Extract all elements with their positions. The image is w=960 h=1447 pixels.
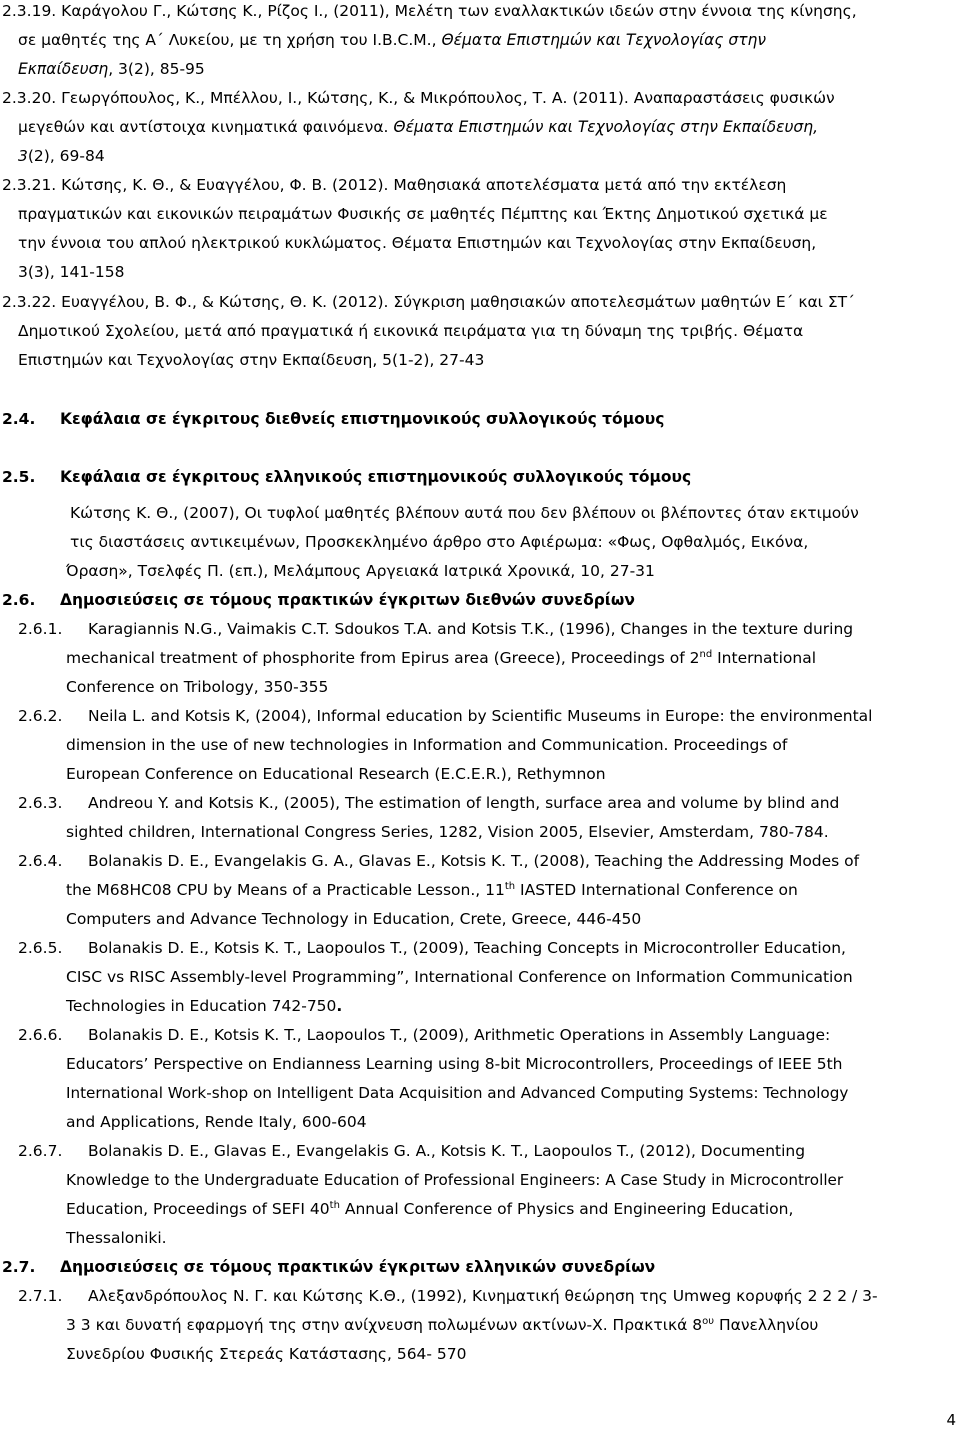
ref-number: 2.7.1. [18, 1287, 63, 1305]
ref-2-6-4-line-1 [18, 850, 859, 872]
ref-2-6-4-line-2 [66, 879, 798, 901]
section-heading-2-4 [2, 408, 664, 430]
ref-2-6-1-line-3: Conference on Tribology, 350-355 [66, 678, 329, 696]
ref-text: Ευαγγέλου, Β. Φ., & Κώτσης, Θ. Κ. (2012). Σύγκριση μαθησιακών αποτελεσμάτων μαθητών Ε΄ και ΣΤ΄ [61, 293, 855, 311]
journal-volume: 3 [18, 147, 28, 165]
ref-text: Annual Conference of Physics and Engineering Education, [339, 1200, 794, 1218]
ref-2-6-6-line-2: Educators’ Perspective on Endianness Learning using 8-bit Microcontrollers, Proceedings of IEEE 5th [66, 1055, 843, 1073]
ref-text: . [336, 997, 343, 1015]
ref-2-6-5-line-1 [18, 937, 846, 959]
ref-2-6-3-line-1 [18, 792, 839, 814]
section-number: 2.5. [2, 468, 36, 486]
ref-2-3-21-line-4: 3(3), 141-158 [18, 263, 125, 281]
ref-2-6-1-line-2 [66, 647, 816, 669]
ref-text: IASTED International Conference on [515, 881, 798, 899]
ref-2-6-1-line-1 [18, 618, 853, 640]
ordinal-suffix: th [504, 880, 516, 892]
ref-number: 2.6.6. [18, 1026, 63, 1044]
ref-text: Education, Proceedings of SEFI 40 [66, 1200, 330, 1218]
ref-2-3-21-line-2: πραγματικών και εικονικών πειραμάτων Φυσικής σε μαθητές Πέμπτης και Έκτης Δημοτικού σχετικά με [18, 205, 828, 223]
ref-2-6-2-line-2: dimension in the use of new technologies in Information and Communication. Proceedings of [66, 736, 788, 754]
ref-text: Bolanakis D. E., Kotsis K. T., Laopoulos T., (2009), Teaching Concepts in Microcontroller Education, [88, 939, 846, 957]
ref-2-3-19-line-1 [2, 0, 857, 22]
chapter-entry-line-1: Κώτσης Κ. Θ., (2007), Οι τυφλοί μαθητές βλέπουν αυτά που δεν βλέπουν οι βλέποντες όταν εκτιμούν [70, 504, 859, 522]
ref-number: 2.3.21. [2, 176, 57, 194]
journal-name: Θέματα Επιστημών και Τεχνολογίας στην Εκπαίδευση, [393, 118, 818, 136]
ref-2-3-21-line-1 [2, 174, 786, 196]
ref-text: Αλεξανδρόπουλος Ν. Γ. και Κώτσης Κ.Θ., (1992), Κινηματική θεώρηση της Umweg κορυφής 2 2 2 / 3- [88, 1287, 878, 1305]
ref-2-3-22-line-3: Επιστημών και Τεχνολογίας στην Εκπαίδευση, 5(1-2), 27-43 [18, 351, 485, 369]
ref-2-6-2-line-1 [18, 705, 873, 727]
ref-2-3-21-line-3: την έννοια του απλού ηλεκτρικού κυκλώματος. Θέματα Επιστημών και Τεχνολογίας στην Εκπαίδευση, [18, 234, 817, 252]
ref-number: 2.3.19. [2, 2, 57, 20]
ref-2-7-1-line-2 [66, 1314, 818, 1336]
ref-text: Andreou Y. and Kotsis K., (2005), The estimation of length, surface area and volume by blind and [88, 794, 840, 812]
ref-text: Πανελληνίου [714, 1316, 819, 1334]
ref-2-3-22-line-1 [2, 291, 855, 313]
section-title: Κεφάλαια σε έγκριτους διεθνείς επιστημονικούς συλλογικούς τόμους [60, 410, 665, 428]
ref-text: (2), 69-84 [27, 147, 105, 165]
section-heading-2-5 [2, 466, 691, 488]
page-number: 4 [946, 1411, 956, 1429]
section-heading-2-6 [2, 589, 635, 611]
section-title: Κεφάλαια σε έγκριτους ελληνικούς επιστημονικούς συλλογικούς τόμους [60, 468, 692, 486]
ref-text: 3 3 και δυνατή εφαρμογή της στην ανίχνευση πολωμένων ακτίνων-Χ. Πρακτικά 8 [66, 1316, 703, 1334]
ref-2-6-6-line-3: International Work-shop on Intelligent Data Acquisition and Advanced Computing Systems: Technology [66, 1084, 849, 1102]
section-number: 2.6. [2, 591, 36, 609]
ref-2-6-6-line-4: and Applications, Rende Italy, 600-604 [66, 1113, 367, 1131]
ref-2-6-7-line-1 [18, 1140, 805, 1162]
ref-2-7-1-line-3: Συνεδρίου Φυσικής Στερεάς Κατάστασης, 564- 570 [66, 1345, 467, 1363]
ref-number: 2.6.5. [18, 939, 63, 957]
ref-text: mechanical treatment of phosphorite from Epirus area (Greece), Proceedings of 2 [66, 649, 700, 667]
ordinal-suffix: th [329, 1199, 340, 1211]
ref-2-6-2-line-3: European Conference on Educational Research (E.C.E.R.), Rethymnon [66, 765, 606, 783]
ref-text: International [712, 649, 817, 667]
section-title: Δημοσιεύσεις σε τόμους πρακτικών έγκριτων ελληνικών συνεδρίων [60, 1258, 656, 1276]
ref-2-6-5-line-2: CISC vs RISC Assembly-level Programming”, International Conference on Information Communication [66, 968, 853, 986]
ref-number: 2.6.3. [18, 794, 63, 812]
ref-number: 2.6.7. [18, 1142, 63, 1160]
ref-text: Bolanakis D. E., Glavas E., Evangelakis G. A., Kotsis K. T., Laopoulos T., (2012), Documenting [88, 1142, 806, 1160]
ref-text: Karagiannis N.G., Vaimakis C.T. Sdoukos T.A. and Kotsis T.K., (1996), Changes in the texture during [88, 620, 854, 638]
ref-2-6-7-line-2: Knowledge to the Undergraduate Education of Professional Engineers: A Case Study in Microcontroller [66, 1171, 844, 1189]
section-heading-2-7 [2, 1256, 655, 1278]
ref-2-6-7-line-3 [66, 1198, 793, 1220]
ref-2-3-22-line-2: Δημοτικού Σχολείου, μετά από πραγματικά ή εικονικά πειράματα για τη δύναμη της τριβής. Θέματα [18, 322, 804, 340]
ref-number: 2.3.20. [2, 89, 57, 107]
ref-text: Technologies in Education 742-750 [66, 997, 337, 1015]
section-number: 2.4. [2, 410, 36, 428]
ref-text: the M68HC08 CPU by Means of a Practicable Lesson., 11 [66, 881, 505, 899]
ref-text: σε μαθητές της Α΄ Λυκείου, με τη χρήση του I.B.C.M., [18, 31, 442, 49]
ref-2-3-19-line-2 [18, 29, 766, 51]
ref-2-3-19-line-3 [18, 58, 205, 80]
ref-2-3-20-line-2 [18, 116, 818, 138]
ref-2-6-6-line-1 [18, 1024, 830, 1046]
ref-text: Bolanakis D. E., Evangelakis G. A., Glavas E., Kotsis K. T., (2008), Teaching the Addressing Modes of [88, 852, 860, 870]
ref-text: Bolanakis D. E., Kotsis K. T., Laopoulos T., (2009), Arithmetic Operations in Assembly Language: [88, 1026, 831, 1044]
ref-2-6-7-line-4: Thessaloniki. [66, 1229, 167, 1247]
ref-text: , 3(2), 85-95 [108, 60, 205, 78]
ref-text: Neila L. and Kotsis K, (2004), Informal education by Scientific Museums in Europe: the environmental [88, 707, 873, 725]
ref-text: Γεωργόπουλος, Κ., Μπέλλου, Ι., Κώτσης, Κ., & Μικρόπουλος, Τ. Α. (2011). Αναπαραστάσεις φυσικών [61, 89, 835, 107]
section-number: 2.7. [2, 1258, 36, 1276]
ref-2-7-1-line-1 [18, 1285, 878, 1307]
ref-2-3-20-line-3 [18, 145, 105, 167]
ref-number: 2.6.2. [18, 707, 63, 725]
chapter-entry-line-3: Όραση», Τσελφές Π. (επ.), Μελάμπους Αργειακά Ιατρικά Χρονικά, 10, 27-31 [66, 562, 655, 580]
ref-2-6-3-line-2: sighted children, International Congress Series, 1282, Vision 2005, Elsevier, Amsterdam, 780-784. [66, 823, 829, 841]
section-title: Δημοσιεύσεις σε τόμους πρακτικών έγκριτων διεθνών συνεδρίων [60, 591, 635, 609]
ref-text: Κώτσης, Κ. Θ., & Ευαγγέλου, Φ. Β. (2012). Μαθησιακά αποτελέσματα μετά από την εκτέλεση [61, 176, 787, 194]
ref-number: 2.6.1. [18, 620, 63, 638]
ordinal-suffix: nd [699, 648, 713, 660]
ref-2-6-4-line-3: Computers and Advance Technology in Education, Crete, Greece, 446-450 [66, 910, 642, 928]
journal-name: Εκπαίδευση [18, 60, 109, 78]
ref-number: 2.3.22. [2, 293, 57, 311]
journal-name: Θέματα Επιστημών και Τεχνολογίας στην [441, 31, 767, 49]
ordinal-suffix: ου [702, 1315, 715, 1327]
ref-2-3-20-line-1 [2, 87, 835, 109]
ref-2-6-5-line-3 [66, 995, 342, 1017]
chapter-entry-line-2: τις διαστάσεις αντικειμένων, Προσκεκλημένο άρθρο στο Αφιέρωμα: «Φως, Οφθαλμός, Εικόνα, [70, 533, 809, 551]
ref-number: 2.6.4. [18, 852, 63, 870]
ref-text: Καράγολου Γ., Κώτσης Κ., Ρίζος Ι., (2011), Μελέτη των εναλλακτικών ιδεών στην έννοια της κίνησης, [61, 2, 857, 20]
ref-text: μεγεθών και αντίστοιχα κινηματικά φαινόμενα. [18, 118, 394, 136]
